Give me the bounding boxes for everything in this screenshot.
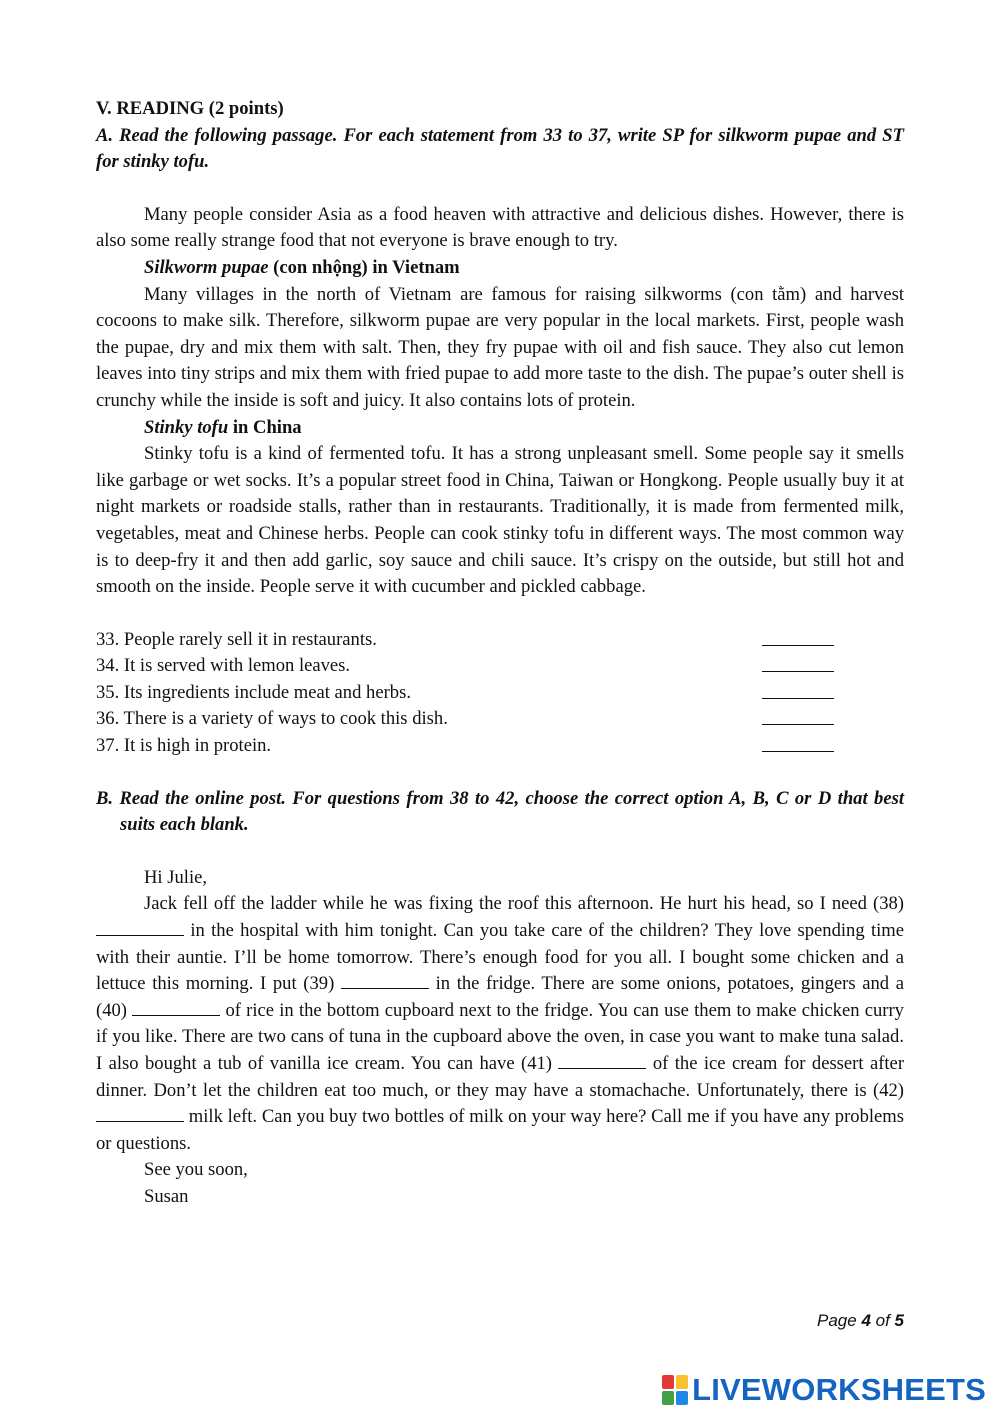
brand-name: LIVEWORKSHEETS (692, 1372, 986, 1407)
statement-text: 34. It is served with lemon leaves. (96, 655, 351, 677)
answer-blank-35[interactable] (762, 680, 834, 699)
statement-row (96, 653, 904, 680)
letter-text: in the fridge. There are some onions, potatoes, gingers and a (40) (96, 973, 904, 1021)
statement-row (96, 627, 904, 654)
statement-row (96, 733, 904, 760)
answer-blank-41[interactable] (558, 1052, 646, 1069)
statement-list (96, 627, 904, 760)
letter-signature: Susan (144, 1185, 189, 1207)
page-prefix: Page (817, 1311, 862, 1330)
liveworksheets-logo[interactable] (662, 1372, 986, 1408)
letter-body (96, 891, 904, 1157)
statement-text: 36. There is a variety of ways to cook this dish. (96, 708, 448, 730)
page-total: 5 (894, 1311, 904, 1330)
heading-tofu-rest: in China (228, 416, 302, 438)
page-current: 4 (861, 1311, 871, 1330)
statement-text: 33. People rarely sell it in restaurants. (96, 628, 377, 650)
heading-silkworm (96, 255, 904, 282)
passage-tofu: Stinky tofu is a kind of fermented tofu. It has a strong unpleasant smell. Some people say it smells like garbage or wet socks. It’s a popular street food in China, Taiwan or Hongkong. People usually buy it at night markets or roadside stalls, rather than in restaurants. Traditionally, it is made from fermented milk, vegetables, meat and Chinese herbs. People can cook stinky tofu in different ways. The most common way is to deep-fry it and then add garlic, soy sauce and chili sauce. It’s crispy on the outside, but still hot and smooth on the inside. People serve it with cucumber and pickled cabbage. (96, 443, 904, 598)
heading-tofu-italic: Stinky tofu (144, 416, 229, 438)
logo-square-blue (676, 1391, 688, 1405)
answer-blank-39[interactable] (341, 972, 429, 989)
answer-blank-42[interactable] (96, 1105, 184, 1122)
answer-blank-40[interactable] (132, 999, 220, 1016)
letter-closing: See you soon, (144, 1159, 248, 1181)
letter (96, 865, 904, 1211)
heading-silkworm-italic: Silkworm pupae (144, 256, 269, 278)
section-title: V. READING (2 points) (96, 98, 284, 119)
page-mid: of (870, 1311, 895, 1330)
heading-tofu (96, 415, 904, 442)
passage-intro: Many people consider Asia as a food heaven with attractive and delicious dishes. However, there is also some really strange food that not everyone is brave enough to try. (96, 203, 904, 252)
answer-blank-38[interactable] (96, 919, 184, 936)
answer-blank-36[interactable] (762, 706, 834, 725)
answer-blank-37[interactable] (762, 733, 834, 752)
answer-blank-34[interactable] (762, 653, 834, 672)
answer-blank-33[interactable] (762, 627, 834, 646)
passage-silkworm: Many villages in the north of Vietnam are famous for raising silkworms (con tằm) and harvest cocoons to make silk. Therefore, silkworm pupae are very popular in the local markets. First, people wash the pupae, dry and mix them with salt. Then, they fry pupae with oil and fish sauce. They also cut lemon leaves into tiny strips and mix them with fried pupae to add more taste to the dish. The pupae’s outer shell is crunchy while the inside is soft and juicy. It also contains lots of protein. (96, 283, 904, 411)
worksheet-page (96, 96, 904, 1211)
logo-square-red (662, 1375, 674, 1389)
statement-text: 37. It is high in protein. (96, 735, 272, 757)
liveworksheets-icon (662, 1375, 688, 1405)
logo-square-yellow (676, 1375, 688, 1389)
statement-row (96, 680, 904, 707)
part-a-instruction: A. Read the following passage. For each statement from 33 to 37, write SP for silkworm pupae and ST for stinky tofu. (96, 124, 904, 173)
logo-square-green (662, 1391, 674, 1405)
letter-text: of rice in the bottom cupboard next to the fridge. You can use them to make chicken curry if you like. There are two cans of tuna in the cupboard above the oven, in case you want to make tuna salad. I also bought a tub of vanilla ice cream. You can have (41) (96, 999, 904, 1074)
letter-text: milk left. Can you buy two bottles of milk on your way here? Call me if you have any problems or questions. (96, 1106, 904, 1154)
letter-text: Jack fell off the ladder while he was fixing the roof this afternoon. He hurt his head, so I need (38) (144, 893, 904, 915)
part-b-instruction: B. Read the online post. For questions from 38 to 42, choose the correct option A, B, C or D that best suits each blank. (96, 787, 904, 836)
letter-text: of the ice cream for dessert after dinner. Don’t let the children eat too much, or they may have a stomachache. Unfortunately, there is (42) (96, 1053, 905, 1101)
statement-text: 35. Its ingredients include meat and herbs. (96, 681, 411, 703)
letter-text: in the hospital with him tonight. Can you take care of the children? They love spending time with their auntie. I’ll be home tomorrow. There’s enough food for you all. I bought some chicken and a lettuce this morning. I put (39) (96, 920, 904, 995)
page-number (817, 1311, 904, 1331)
heading-silkworm-rest: (con nhộng) in Vietnam (268, 256, 460, 278)
statement-row (96, 706, 904, 733)
letter-greeting: Hi Julie, (144, 866, 208, 888)
